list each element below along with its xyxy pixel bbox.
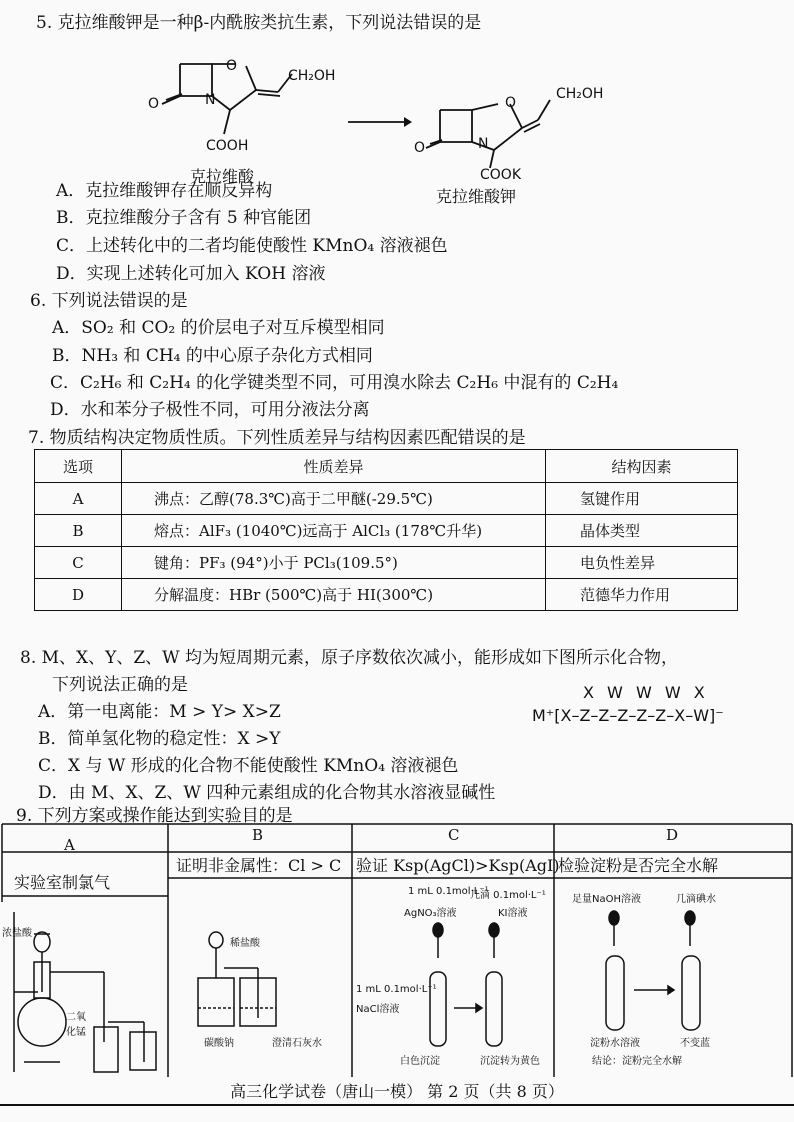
q9-stem: 9. 下列方案或操作能达到实验目的是	[16, 806, 293, 826]
q6-option-d: D．水和苯分子极性不同，可用分液法分离	[50, 400, 370, 420]
table-header-row	[35, 450, 738, 483]
apparatus-a-mno2-label: 二氧化锰	[66, 1012, 86, 1038]
mol1-n-atom: N	[205, 92, 216, 108]
apparatus-c-agno3: AgNO₃溶液	[404, 908, 457, 919]
q9-col-a-letter: A	[64, 836, 75, 854]
apparatus-c-white-ppt: 白色沉淀	[400, 1056, 440, 1067]
row-property: 沸点：乙醇(78.3℃)高于二甲醚(-29.5℃)	[122, 483, 546, 515]
row-option: B	[35, 515, 122, 547]
row-property: 熔点：AlF₃ (1040℃)远高于 AlCl₃ (178℃升华)	[122, 515, 546, 547]
q8-stem-line2: 下列说法正确的是	[52, 675, 188, 695]
row-factor: 氢键作用	[546, 483, 738, 515]
apparatus-b-drawing	[188, 928, 338, 1028]
q9-col-b-title: 证明非金属性：Cl > C	[176, 856, 342, 875]
q8-option-b: B．简单氢化物的稳定性：X >Y	[38, 729, 281, 749]
row-factor: 晶体类型	[546, 515, 738, 547]
potassium-clavulanate-structure	[420, 80, 650, 200]
q5-option-d: D．实现上述转化可加入 KOH 溶液	[56, 264, 326, 284]
reaction-arrow	[344, 114, 414, 130]
q8-option-c: C．X 与 W 形成的化合物不能使酸性 KMnO₄ 溶液褪色	[38, 756, 459, 776]
q9-col-b-letter: B	[252, 826, 264, 844]
header-property: 性质差异	[122, 450, 546, 483]
apparatus-d-conclusion: 结论：淀粉完全水解	[592, 1056, 682, 1067]
q8-option-d: D．由 M、X、Z、W 四种元素组成的化合物其水溶液显碱性	[38, 783, 496, 803]
apparatus-d-drawing	[596, 906, 706, 1032]
q8-option-a: A．第一电离能：M > Y> X>Z	[38, 702, 281, 722]
page-footer: 高三化学试卷（唐山一模） 第 2 页（共 8 页）	[230, 1082, 564, 1101]
q6-option-c: C．C₂H₆ 和 C₂H₄ 的化学键类型不同，可用溴水除去 C₂H₆ 中混有的 C₂H₄	[50, 373, 619, 393]
header-option: 选项	[35, 450, 122, 483]
row-factor: 电负性差异	[546, 547, 738, 579]
q9-col-d-title: 检验淀粉是否完全水解	[558, 856, 719, 875]
q8-stem-line1: 8. M、X、Y、Z、W 均为短周期元素，原子序数依次减小，能形成如下图所示化合物，	[20, 648, 679, 668]
apparatus-d-starch: 淀粉水溶液	[590, 1038, 640, 1049]
table-row	[35, 547, 738, 579]
mol2-ch2oh: CH₂OH	[556, 86, 604, 102]
mol1-ch2oh: CH₂OH	[288, 68, 336, 84]
row-option: D	[35, 579, 122, 611]
clavulanic-acid-structure	[140, 34, 370, 174]
apparatus-c-ki-conc: 几滴 0.1mol·L⁻¹	[470, 890, 546, 901]
apparatus-b-na2co3-label: 碳酸钠	[204, 1038, 234, 1049]
q5-option-c: C．上述转化中的二者均能使酸性 KMnO₄ 溶液褪色	[56, 236, 448, 256]
row-option: C	[35, 547, 122, 579]
mol1-cooh: COOH	[206, 138, 249, 154]
apparatus-c-agno3-conc: 1 mL 0.1mol·L⁻¹	[408, 886, 489, 897]
q8-formula-top: X W W W X	[583, 683, 709, 702]
mol1-carbonyl-o: O	[148, 96, 160, 112]
header-factor: 结构因素	[546, 450, 738, 483]
apparatus-c-yellow-ppt: 沉淀转为黄色	[480, 1056, 540, 1067]
apparatus-b-limewater-label: 澄清石灰水	[272, 1038, 322, 1049]
q5-stem: 5. 克拉维酸钾是一种β-内酰胺类抗生素，下列说法错误的是	[36, 13, 482, 33]
apparatus-d-no-blue: 不变蓝	[680, 1038, 710, 1049]
mol2-o-atom: O	[505, 95, 517, 111]
mol2-n-atom: N	[478, 136, 489, 152]
q6-stem: 6. 下列说法错误的是	[30, 291, 188, 311]
table-row	[35, 483, 738, 515]
mol2-cook: COOK	[480, 167, 521, 183]
q9-col-c-letter: C	[448, 826, 460, 844]
row-property: 分解温度：HBr (500℃)高于 HI(300℃)	[122, 579, 546, 611]
apparatus-c-nacl-conc: 1 mL 0.1mol·L⁻¹	[356, 984, 437, 995]
table-row	[35, 515, 738, 547]
row-factor: 范德华力作用	[546, 579, 738, 611]
apparatus-d-iodine: 几滴碘水	[676, 894, 716, 905]
apparatus-c-ki: KI溶液	[498, 908, 528, 919]
q6-option-b: B．NH₃ 和 CH₄ 的中心原子杂化方式相同	[52, 346, 373, 366]
apparatus-a-hcl-label: 浓盐酸	[2, 928, 32, 939]
q9-col-d-letter: D	[666, 826, 679, 844]
q5-option-a: A．克拉维酸钾存在顺反异构	[56, 181, 273, 201]
q9-col-c-title: 验证 Ksp(AgCl)>Ksp(AgI)	[356, 856, 560, 875]
footer-rule	[0, 1104, 794, 1106]
apparatus-d-naoh: 足量NaOH溶液	[572, 894, 641, 905]
q9-col-a-title: 实验室制氯气	[14, 873, 111, 892]
mol1-o-atom: O	[226, 58, 238, 74]
mol1-label: 克拉维酸	[190, 167, 255, 186]
q5-option-b: B．克拉维酸分子含有 5 种官能团	[56, 208, 312, 228]
table-row	[35, 579, 738, 611]
mol2-carbonyl-o: O	[414, 140, 426, 156]
apparatus-c-drawing	[420, 918, 520, 1052]
q8-formula-main: M⁺[X–Z–Z–Z–Z–Z–X–W]⁻	[532, 706, 724, 725]
row-option: A	[35, 483, 122, 515]
mol2-label: 克拉维酸钾	[436, 187, 517, 206]
row-property: 键角：PF₃ (94°)小于 PCl₃(109.5°)	[122, 547, 546, 579]
q7-stem: 7. 物质结构决定物质性质。下列性质差异与结构因素匹配错误的是	[28, 428, 526, 448]
apparatus-b-dilute-hcl-label: 稀盐酸	[230, 938, 260, 949]
q7-table	[34, 449, 738, 611]
apparatus-c-nacl: NaCl溶液	[356, 1004, 400, 1015]
q6-option-a: A．SO₂ 和 CO₂ 的价层电子对互斥模型相同	[52, 318, 385, 338]
